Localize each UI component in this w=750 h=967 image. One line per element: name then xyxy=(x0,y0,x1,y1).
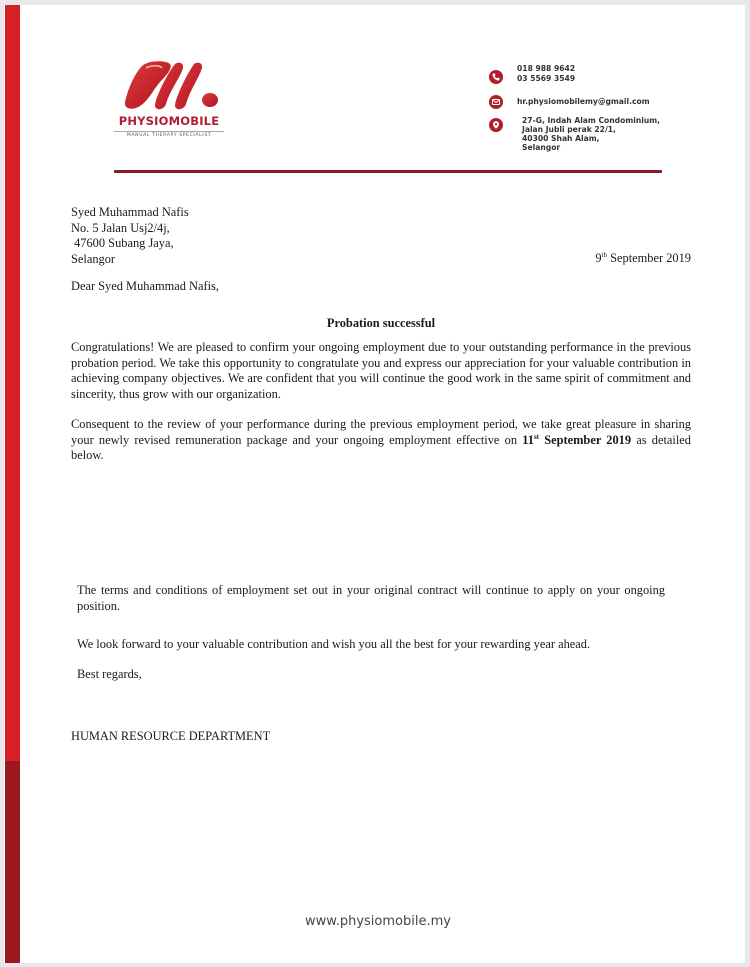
effective-date: 11st September 2019 xyxy=(522,432,632,447)
letter-page xyxy=(4,5,745,963)
header-divider xyxy=(114,170,662,173)
recipient-address-line-1: No. 5 Jalan Usj2/4j, xyxy=(71,220,170,235)
address-line-3: 40300 Shah Alam, xyxy=(522,134,600,143)
signature: HUMAN RESOURCE DEPARTMENT xyxy=(71,729,271,743)
phone-number-1[interactable]: 018 988 9642 xyxy=(517,64,576,73)
company-name: PHYSIOMOBILE xyxy=(118,114,220,128)
closing: Best regards, xyxy=(77,667,142,681)
salutation: Dear Syed Muhammad Nafis, xyxy=(71,279,219,293)
letter-date: 9th September 2019 xyxy=(595,250,691,265)
recipient-block xyxy=(71,205,371,267)
recipient-name: Syed Muhammad Nafis xyxy=(71,205,189,219)
location-pin-icon xyxy=(489,118,503,132)
side-accent-bar xyxy=(5,5,20,761)
recipient-address-line-2: 47600 Subang Jaya, xyxy=(71,236,174,250)
recipient-address-line-3: Selangor xyxy=(71,251,116,266)
side-accent-bar-dark xyxy=(5,761,20,963)
address-line-4: Selangor xyxy=(522,143,561,152)
footer-website-link[interactable]: www.physiomobile.my xyxy=(305,914,451,929)
logo-mark-icon xyxy=(122,60,222,112)
mail-icon xyxy=(489,95,503,109)
company-logo xyxy=(114,60,234,145)
letter-subject: Probation successful xyxy=(326,316,436,330)
body-paragraph-2: Consequent to the review of your performance during the previous employment period, we take great pleasure in sharing your newly revised remuneration package and your ongoing employment effective on 11st September 2019 as detailed below. xyxy=(71,417,692,463)
phone-icon xyxy=(489,70,503,84)
email-address[interactable]: hr.physiomobilemy@gmail.com xyxy=(517,97,650,106)
address-line-2: Jalan Jubli perak 22/1, xyxy=(522,125,616,134)
company-tagline: MANUAL THERAPY SPECIALIST xyxy=(114,131,224,138)
body-paragraph-4: We look forward to your valuable contribution and wish you all the best for your rewarding year ahead. xyxy=(77,637,591,651)
body-paragraph-1: Congratulations! We are pleased to confirm your ongoing employment due to your outstanding performance in the previous probation period. We take this opportunity to congratulate you and express our appreciation for your valuable contribution in achieving company objectives. We are confident that you will continue the good work in the same spirit of commitment and sincerity, thus grow with our organization. xyxy=(71,340,691,401)
body-paragraph-3: The terms and conditions of employment set out in your original contract will continue to apply on your ongoing position. xyxy=(77,583,665,613)
phone-number-2[interactable]: 03 5569 3549 xyxy=(517,73,576,83)
address-line-1: 27-G, Indah Alam Condominium, xyxy=(522,116,661,125)
